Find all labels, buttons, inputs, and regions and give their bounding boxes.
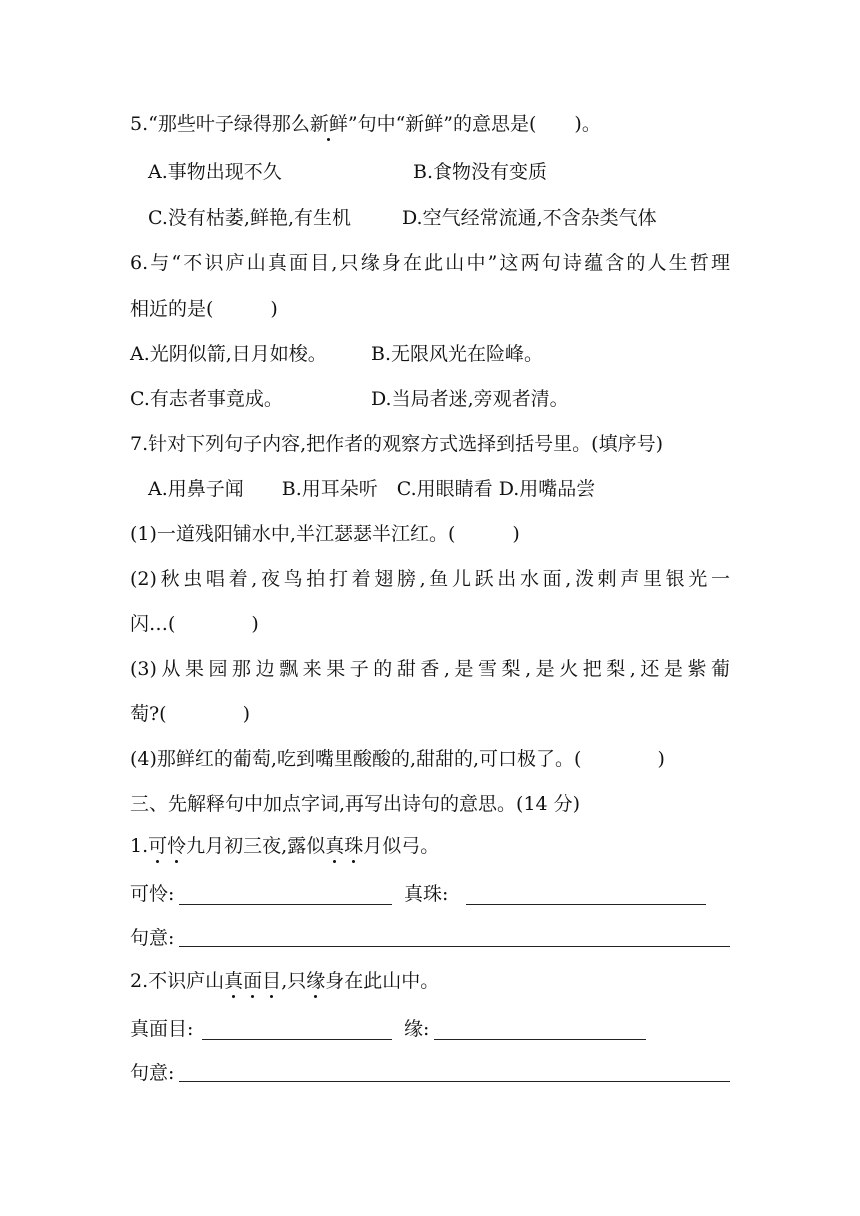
- poem-1-dotted-char: 珠: [344, 835, 364, 857]
- answer-blank-zhenmianmu[interactable]: [202, 1039, 392, 1040]
- poem-1-label-kelian: 可怜:: [130, 883, 175, 905]
- q5-dotted-word: 新鲜: [309, 113, 348, 135]
- q7-item-3-line1: (3)从果园那边飘来果子的甜香,是雪梨,是火把梨,还是紫葡: [130, 658, 730, 680]
- answer-blank-yuan[interactable]: [434, 1039, 646, 1040]
- question-6-stem-line2: 相近的是( ): [130, 298, 278, 320]
- q7-item-1: (1)一道残阳铺水中,半江瑟瑟半江红。( ): [130, 523, 520, 545]
- answer-blank-poem-1-meaning[interactable]: [179, 946, 730, 947]
- answer-blank-zhenzhu[interactable]: [466, 904, 706, 905]
- question-7-stem: 7.针对下列句子内容,把作者的观察方式选择到括号里。(填序号): [130, 433, 663, 455]
- answer-blank-kelian[interactable]: [179, 904, 392, 905]
- poem-2-label-yuan: 缘:: [404, 1018, 430, 1040]
- q5-option-b: B.食物没有变质: [413, 161, 548, 183]
- q5-text-pre: 5.“那些叶子绿得那么: [130, 113, 310, 135]
- q5-option-a: A.事物出现不久: [148, 161, 282, 183]
- q7-item-3-line2: 萄?( ): [130, 703, 251, 725]
- poem-1-dotted-char: 真: [325, 835, 345, 857]
- poem-2-text-head: 2.不识庐山: [130, 970, 225, 992]
- poem-1-text-mid: 九月初三夜,露似: [186, 835, 326, 857]
- poem-1-num: 1.: [130, 835, 149, 857]
- answer-blank-poem-2-meaning[interactable]: [179, 1081, 730, 1082]
- poem-2-dotted-char: 缘: [306, 970, 326, 992]
- poem-1-label-meaning: 句意:: [130, 927, 175, 949]
- poem-2-label-meaning: 句意:: [130, 1062, 175, 1084]
- q6-option-d: D.当局者迷,旁观者清。: [371, 388, 569, 410]
- q5-option-c: C.没有枯萎,鲜艳,有生机: [148, 207, 351, 229]
- poem-1-dotted-char: 可: [148, 835, 168, 857]
- poem-2-dotted-char: 真: [224, 970, 244, 992]
- poem-2-text-mid: ,只: [281, 970, 307, 992]
- q5-text-post: ”句中“新鲜”的意思是( )。: [347, 113, 601, 135]
- q6-option-a: A.光阴似箭,日月如梭。: [130, 343, 327, 365]
- poem-2-line: [130, 969, 730, 993]
- question-5-stem: [130, 112, 730, 136]
- q7-item-2-line2: 闪…( ): [130, 613, 259, 635]
- q5-option-d: D.空气经常流通,不含杂类气体: [402, 207, 657, 229]
- q7-options: A.用鼻子闻 B.用耳朵听 C.用眼睛看 D.用嘴品尝: [148, 478, 596, 500]
- poem-2-dotted-char: 目: [262, 970, 282, 992]
- q6-option-c: C.有志者事竟成。: [130, 388, 283, 410]
- poem-1-label-zhenzhu: 真珠:: [404, 883, 449, 905]
- q7-item-2-line1: (2)秋虫唱着,夜鸟拍打着翅膀,鱼儿跃出水面,泼剌声里银光一: [130, 568, 730, 590]
- poem-1-text-tail: 月似弓。: [363, 835, 440, 857]
- question-6-stem-line1: 6.与“不识庐山真面目,只缘身在此山中”这两句诗蕴含的人生哲理: [130, 252, 730, 274]
- q6-option-b: B.无限风光在险峰。: [371, 343, 544, 365]
- poem-2-text-tail: 身在此山中。: [325, 970, 440, 992]
- poem-1-dotted-char: 怜: [167, 835, 187, 857]
- poem-2-dotted-char: 面: [243, 970, 263, 992]
- poem-2-label-zhenmianmu: 真面目:: [130, 1018, 194, 1040]
- section-3-title: 三、先解释句中加点字词,再写出诗句的意思。(14 分): [130, 793, 581, 815]
- poem-1-line: [130, 834, 730, 858]
- q7-item-4: (4)那鲜红的葡萄,吃到嘴里酸酸的,甜甜的,可口极了。( ): [130, 748, 665, 770]
